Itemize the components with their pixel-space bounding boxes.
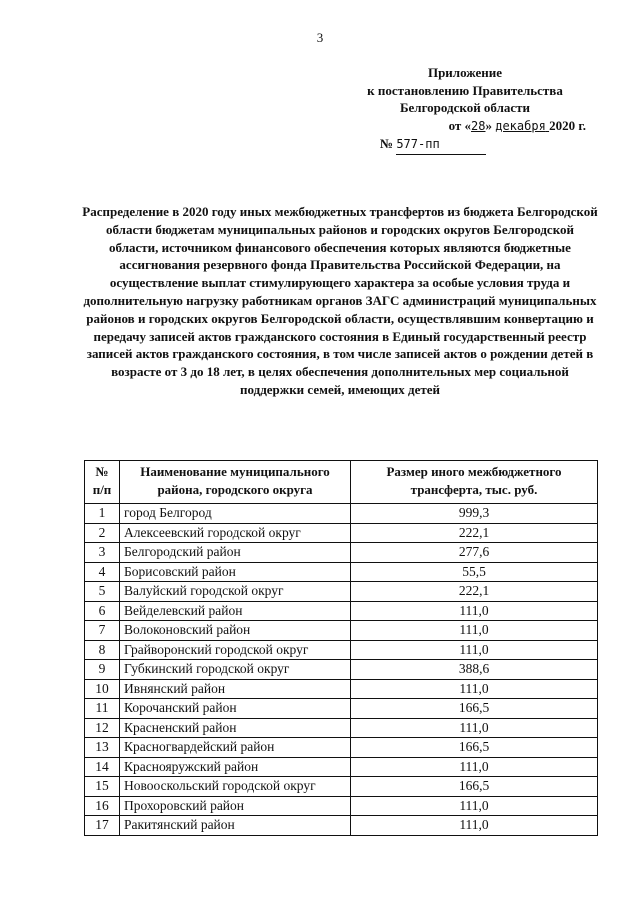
row-number: 10: [85, 679, 120, 699]
table-row: [85, 601, 598, 621]
row-amount: 999,3: [351, 504, 598, 524]
page-number: 3: [316, 30, 324, 45]
table-row: [85, 660, 598, 680]
header-municipality: Наименование муниципального района, городского округа: [120, 461, 351, 504]
row-number: 5: [85, 582, 120, 602]
row-amount: 55,5: [351, 562, 598, 582]
appendix-label: Приложение: [427, 65, 503, 80]
row-municipality: Красногвардейский район: [120, 738, 351, 758]
row-amount: 222,1: [351, 523, 598, 543]
table-row: [85, 679, 598, 699]
row-municipality: Борисовский район: [120, 562, 351, 582]
row-number: 13: [85, 738, 120, 758]
row-amount: 277,6: [351, 543, 598, 563]
table-body: [85, 504, 598, 836]
row-number: 17: [85, 816, 120, 836]
row-municipality: Ивнянский район: [120, 679, 351, 699]
row-number: 6: [85, 601, 120, 621]
row-amount: 111,0: [351, 718, 598, 738]
appendix-date-line: [340, 117, 590, 136]
table-row: [85, 699, 598, 719]
row-amount: 166,5: [351, 699, 598, 719]
row-municipality: Грайворонский городской округ: [120, 640, 351, 660]
row-municipality: Прохоровский район: [120, 796, 351, 816]
table-row: [85, 523, 598, 543]
table-row: [85, 738, 598, 758]
row-number: 1: [85, 504, 120, 524]
table-row: [85, 543, 598, 563]
row-municipality: Белгородский район: [120, 543, 351, 563]
row-amount: 111,0: [351, 757, 598, 777]
row-amount: 388,6: [351, 660, 598, 680]
table-row: [85, 757, 598, 777]
row-number: 4: [85, 562, 120, 582]
number-value: 577-пп: [396, 136, 486, 155]
row-amount: 111,0: [351, 640, 598, 660]
table-row: [85, 504, 598, 524]
row-municipality: Валуйский городской округ: [120, 582, 351, 602]
row-municipality: город Белгород: [120, 504, 351, 524]
row-number: 3: [85, 543, 120, 563]
appendix-header: [340, 64, 590, 155]
row-number: 12: [85, 718, 120, 738]
appendix-number-line: [340, 135, 590, 155]
row-municipality: Губкинский городской округ: [120, 660, 351, 680]
date-month: декабря: [495, 118, 546, 133]
row-amount: 111,0: [351, 816, 598, 836]
row-amount: 222,1: [351, 582, 598, 602]
number-prefix: №: [380, 136, 397, 151]
row-municipality: Алексеевский городской округ: [120, 523, 351, 543]
row-amount: 166,5: [351, 777, 598, 797]
table-header-row: [85, 461, 598, 504]
date-mid: »: [485, 117, 496, 133]
row-number: 16: [85, 796, 120, 816]
date-prefix: от «: [448, 117, 472, 133]
row-number: 9: [85, 660, 120, 680]
row-number: 7: [85, 621, 120, 641]
appendix-resolution-line: к постановлению Правительства: [367, 82, 563, 98]
row-number: 14: [85, 757, 120, 777]
row-municipality: Краснояружский район: [120, 757, 351, 777]
table-row: [85, 562, 598, 582]
appendix-region-line: Белгородской области: [399, 100, 531, 115]
table-row: [85, 816, 598, 836]
row-amount: 111,0: [351, 621, 598, 641]
document-title: Распределение в 2020 году иных межбюджетных трансфертов из бюджета Белгородской области бюджетам муниципальных районов и городских округов Белгородской области, источником финансового обеспечения которых являются бюджетные ассигнования резервного фонда Правительства Российской Федерации, на осуществление выплат стимулирующего характера за особые условия труда и дополнительную нагрузку работникам органов ЗАГС администраций муниципальных районов и городских округов Белгородской области, осуществлявшим конвертацию и передачу записей актов гражданского состояния в Единый государственный реестр записей актов гражданского состояния, в том числе записей актов о рождении детей в возрасте от 3 до 18 лет, в целях обеспечения дополнительных мер социальной поддержки семей, имеющих детей: [82, 204, 598, 397]
table-row: [85, 718, 598, 738]
table-row: [85, 640, 598, 660]
row-amount: 111,0: [351, 601, 598, 621]
row-amount: 111,0: [351, 796, 598, 816]
row-municipality: Ракитянский район: [120, 816, 351, 836]
header-number: № п/п: [85, 461, 120, 504]
row-number: 15: [85, 777, 120, 797]
header-amount: Размер иного межбюджетного трансферта, тыс. руб.: [351, 461, 598, 504]
table-row: [85, 621, 598, 641]
row-municipality: Корочанский район: [120, 699, 351, 719]
table-row: [85, 582, 598, 602]
row-municipality: Красненский район: [120, 718, 351, 738]
date-year: 2020 г.: [549, 117, 586, 133]
row-municipality: Новооскольский городской округ: [120, 777, 351, 797]
row-municipality: Вейделевский район: [120, 601, 351, 621]
transfers-table: [84, 460, 598, 836]
row-amount: 111,0: [351, 679, 598, 699]
date-day: 28: [471, 118, 486, 133]
row-amount: 166,5: [351, 738, 598, 758]
row-number: 2: [85, 523, 120, 543]
table-row: [85, 796, 598, 816]
row-number: 11: [85, 699, 120, 719]
table-row: [85, 777, 598, 797]
row-number: 8: [85, 640, 120, 660]
row-municipality: Волоконовский район: [120, 621, 351, 641]
